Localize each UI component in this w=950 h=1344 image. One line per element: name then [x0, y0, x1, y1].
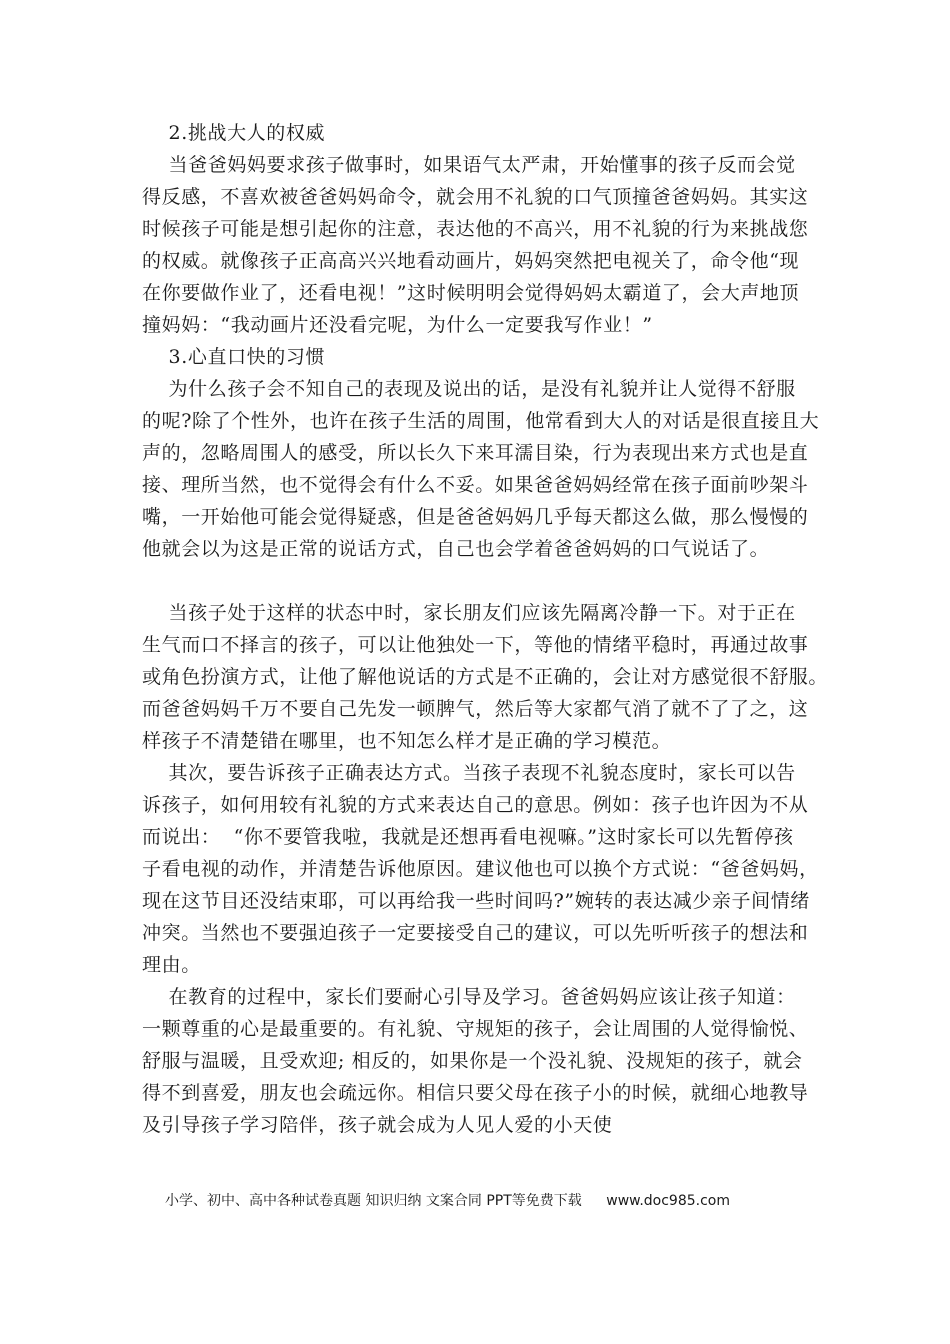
text-line: 冲突。当然也不要强迫孩子一定要接受自己的建议，可以先听听孩子的想法和	[142, 922, 809, 944]
section-heading-2: 2.挑战大人的权威	[142, 122, 326, 144]
text-line: 撞妈妈：“我动画片还没看完呢，为什么一定要我写作业！”	[142, 314, 653, 336]
text-line: 时候孩子可能是想引起你的注意，表达他的不高兴，用不礼貌的行为来挑战您	[142, 218, 809, 240]
text-line: 的权威。就像孩子正高高兴兴地看动画片，妈妈突然把电视关了，命令他“现	[142, 250, 800, 272]
page-footer	[165, 1190, 805, 1212]
text-line: 接、理所当然，也不觉得会有什么不妥。如果爸爸妈妈经常在孩子面前吵架斗	[142, 474, 809, 496]
text-line: 当孩子处于这样的状态中时，家长朋友们应该先隔离冷静一下。对于正在	[142, 602, 796, 624]
text-line: 其次，要告诉孩子正确表达方式。当孩子表现不礼貌态度时，家长可以告	[142, 762, 796, 784]
document-body	[142, 117, 829, 1141]
text-line: 嘴，一开始他可能会觉得疑惑，但是爸爸妈妈几乎每天都这么做，那么慢慢的	[142, 506, 809, 528]
section-heading-3: 3.心直口快的习惯	[142, 346, 326, 368]
text-line: 而说出： “你不要管我啦，我就是还想再看电视嘛。”这时家长可以先暂停孩	[142, 826, 794, 848]
text-line: 在你要做作业了，还看电视！”这时候明明会觉得妈妈太霸道了，会大声地顶	[142, 282, 800, 304]
text-line: 现在这节目还没结束耶，可以再给我一些时间吗?”婉转的表达减少亲子间情绪	[142, 890, 810, 912]
text-line: 诉孩子，如何用较有礼貌的方式来表达自己的意思。例如：孩子也许因为不从	[142, 794, 809, 816]
footer-url-link[interactable]: www.doc985.com	[606, 1193, 730, 1209]
text-line: 而爸爸妈妈千万不要自己先发一顿脾气，然后等大家都气消了就不了了之，这	[142, 698, 809, 720]
text-line: 在教育的过程中，家长们要耐心引导及学习。爸爸妈妈应该让孩子知道：	[142, 986, 796, 1008]
text-line: 得反感，不喜欢被爸爸妈妈命令，就会用不礼貌的口气顶撞爸爸妈妈。其实这	[142, 186, 809, 208]
text-line: 理由。	[142, 954, 201, 976]
text-line: 或角色扮演方式，让他了解他说话的方式是不正确的，会让对方感觉很不舒服。	[142, 666, 829, 688]
blank-line	[142, 565, 822, 597]
text-line: 舒服与温暖，且受欢迎; 相反的，如果你是一个没礼貌、没规矩的孩子，就会	[142, 1050, 803, 1072]
text-line: 一颗尊重的心是最重要的。有礼貌、守规矩的孩子，会让周围的人觉得愉悦、	[142, 1018, 809, 1040]
text-line: 得不到喜爱，朋友也会疏远你。相信只要父母在孩子小的时候，就细心地教导	[142, 1082, 809, 1104]
text-line: 他就会以为这是正常的说话方式，自己也会学着爸爸妈妈的口气说话了。	[142, 538, 770, 560]
footer-text: 小学、初中、高中各种试卷真题 知识归纳 文案合同 PPT等免费下载	[165, 1193, 582, 1209]
text-line: 当爸爸妈妈要求孩子做事时，如果语气太严肃，开始懂事的孩子反而会觉	[142, 154, 796, 176]
text-line: 及引导孩子学习陪伴，孩子就会成为人见人爱的小天使	[142, 1114, 613, 1136]
text-line: 为什么孩子会不知自己的表现及说出的话，是没有礼貌并让人觉得不舒服	[142, 378, 796, 400]
text-line: 样孩子不清楚错在哪里，也不知怎么样才是正确的学习模范。	[142, 730, 672, 752]
text-line: 声的，忽略周围人的感受，所以长久下来耳濡目染，行为表现出来方式也是直	[142, 442, 809, 464]
text-line: 的呢?除了个性外，也许在孩子生活的周围，他常看到大人的对话是很直接且大	[142, 410, 820, 432]
text-line: 子看电视的动作，并清楚告诉他原因。建议他也可以换个方式说：“爸爸妈妈，	[142, 858, 819, 880]
text-line: 生气而口不择言的孩子，可以让他独处一下，等他的情绪平稳时，再通过故事	[142, 634, 809, 656]
